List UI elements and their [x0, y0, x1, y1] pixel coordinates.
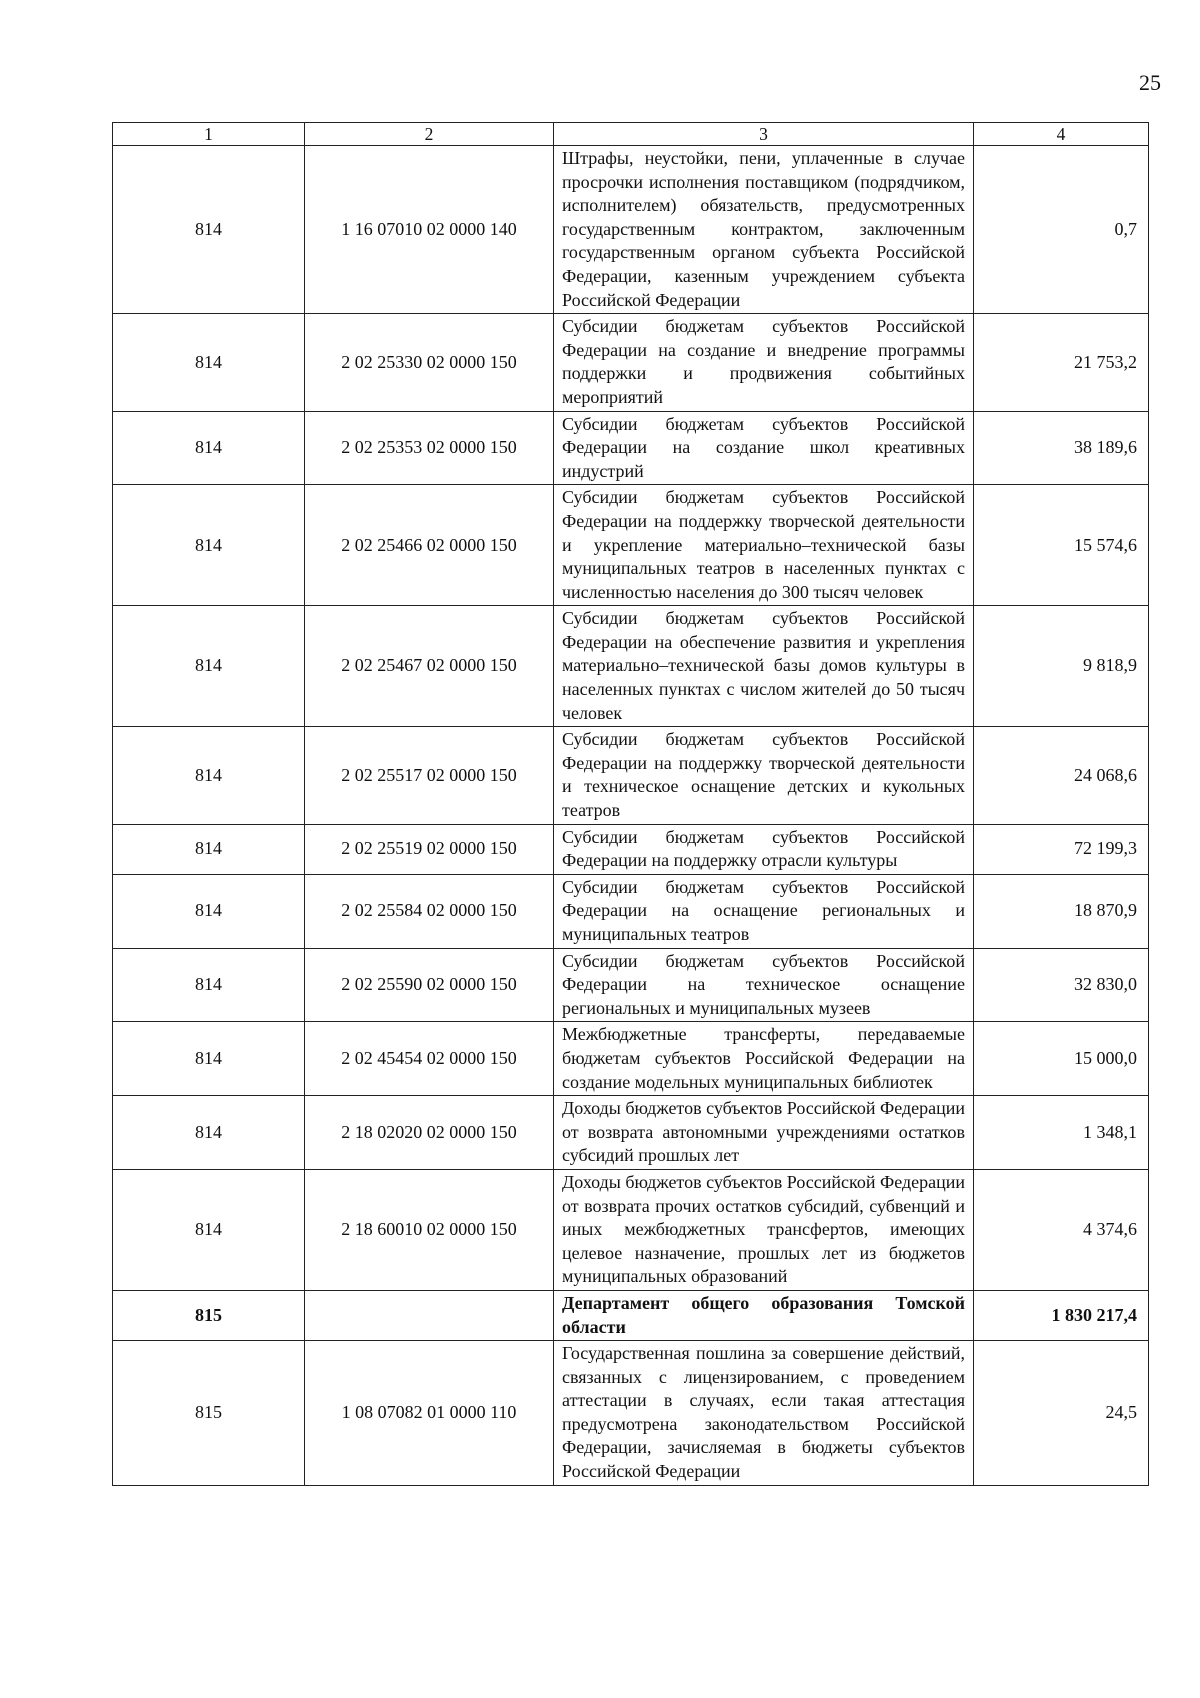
admin-code-cell: 814 [113, 314, 305, 411]
column-header-1: 1 [113, 123, 305, 146]
revenue-name-cell: Субсидии бюджетам субъектов Российской Федерации на оснащение региональных и муниципальных театров [554, 874, 974, 948]
table-row [113, 1096, 1149, 1170]
budget-code-cell: 2 02 45454 02 0000 150 [305, 1022, 554, 1096]
table-row [113, 1022, 1149, 1096]
admin-code-cell: 814 [113, 411, 305, 485]
amount-cell: 38 189,6 [974, 411, 1149, 485]
revenue-name-cell: Доходы бюджетов субъектов Российской Федерации от возврата прочих остатков субсидий, субвенций и иных межбюджетных трансфертов, имеющих целевое назначение, прошлых лет из бюджетов муниципальных образований [554, 1169, 974, 1290]
budget-code-cell: 2 02 25517 02 0000 150 [305, 727, 554, 824]
budget-code-cell: 2 18 02020 02 0000 150 [305, 1096, 554, 1170]
revenue-name-cell: Субсидии бюджетам субъектов Российской Федерации на поддержку творческой деятельности и укрепление материально–технической базы муниципальных театров в населенных пунктах с численностью населения до 300 тысяч человек [554, 485, 974, 606]
column-header-4: 4 [974, 123, 1149, 146]
table-row [113, 411, 1149, 485]
admin-code-cell: 814 [113, 146, 305, 314]
header-row [113, 123, 1149, 146]
amount-cell: 72 199,3 [974, 824, 1149, 874]
revenue-name-cell: Субсидии бюджетам субъектов Российской Федерации на техническое оснащение региональных и муниципальных музеев [554, 948, 974, 1022]
budget-code-cell: 1 08 07082 01 0000 110 [305, 1341, 554, 1486]
table-row [113, 824, 1149, 874]
revenue-name-cell: Доходы бюджетов субъектов Российской Федерации от возврата автономными учреждениями остатков субсидий прошлых лет [554, 1096, 974, 1170]
budget-code-cell: 2 02 25584 02 0000 150 [305, 874, 554, 948]
budget-code-cell: 2 02 25467 02 0000 150 [305, 606, 554, 727]
budget-code-cell: 2 02 25330 02 0000 150 [305, 314, 554, 411]
admin-code-cell: 814 [113, 606, 305, 727]
admin-code-cell: 814 [113, 948, 305, 1022]
admin-code-cell: 815 [113, 1290, 305, 1340]
admin-code-cell: 814 [113, 1022, 305, 1096]
table-row [113, 874, 1149, 948]
amount-cell: 15 000,0 [974, 1022, 1149, 1096]
revenue-name-cell: Субсидии бюджетам субъектов Российской Федерации на поддержку отрасли культуры [554, 824, 974, 874]
table-row [113, 606, 1149, 727]
budget-code-cell: 2 02 25353 02 0000 150 [305, 411, 554, 485]
revenue-name-cell: Департамент общего образования Томской области [554, 1290, 974, 1340]
amount-cell: 9 818,9 [974, 606, 1149, 727]
admin-code-cell: 814 [113, 1169, 305, 1290]
admin-code-cell: 814 [113, 824, 305, 874]
budget-code-cell: 2 02 25519 02 0000 150 [305, 824, 554, 874]
table-row [113, 1169, 1149, 1290]
amount-cell: 21 753,2 [974, 314, 1149, 411]
revenue-name-cell: Государственная пошлина за совершение действий, связанных с лицензированием, с проведением аттестации в случаях, если такая аттестация предусмотрена законодательством Российской Федерации, зачисляемая в бюджеты субъектов Российской Федерации [554, 1341, 974, 1486]
table-row [113, 146, 1149, 314]
revenue-name-cell: Субсидии бюджетам субъектов Российской Федерации на поддержку творческой деятельности и техническое оснащение детских и кукольных театров [554, 727, 974, 824]
amount-cell: 32 830,0 [974, 948, 1149, 1022]
column-header-2: 2 [305, 123, 554, 146]
amount-cell: 1 348,1 [974, 1096, 1149, 1170]
admin-code-cell: 814 [113, 1096, 305, 1170]
revenue-name-cell: Субсидии бюджетам субъектов Российской Федерации на обеспечение развития и укрепления материально–технической базы домов культуры в населенных пунктах с числом жителей до 50 тысяч человек [554, 606, 974, 727]
table-body [113, 146, 1149, 1486]
budget-code-cell: 2 02 25466 02 0000 150 [305, 485, 554, 606]
revenue-table [112, 122, 1149, 1486]
admin-code-cell: 814 [113, 485, 305, 606]
table-row [113, 1341, 1149, 1486]
revenue-name-cell: Субсидии бюджетам субъектов Российской Федерации на создание и внедрение программы поддержки и продвижения событийных мероприятий [554, 314, 974, 411]
admin-code-cell: 814 [113, 874, 305, 948]
revenue-name-cell: Межбюджетные трансферты, передаваемые бюджетам субъектов Российской Федерации на создание модельных муниципальных библиотек [554, 1022, 974, 1096]
revenue-name-cell: Штрафы, неустойки, пени, уплаченные в случае просрочки исполнения поставщиком (подрядчиком, исполнителем) обязательств, предусмотренных государственным контрактом, заключенным государственным органом субъекта Российской Федерации, казенным учреждением субъекта Российской Федерации [554, 146, 974, 314]
budget-code-cell [305, 1290, 554, 1340]
table-row [113, 727, 1149, 824]
column-header-3: 3 [554, 123, 974, 146]
budget-code-cell: 2 02 25590 02 0000 150 [305, 948, 554, 1022]
amount-cell: 0,7 [974, 146, 1149, 314]
table-row [113, 485, 1149, 606]
budget-code-cell: 1 16 07010 02 0000 140 [305, 146, 554, 314]
revenue-name-cell: Субсидии бюджетам субъектов Российской Федерации на создание школ креативных индустрий [554, 411, 974, 485]
amount-cell: 4 374,6 [974, 1169, 1149, 1290]
amount-cell: 24,5 [974, 1341, 1149, 1486]
page-number: 25 [1139, 70, 1161, 95]
amount-cell: 18 870,9 [974, 874, 1149, 948]
amount-cell: 24 068,6 [974, 727, 1149, 824]
table-row [113, 314, 1149, 411]
admin-code-cell: 815 [113, 1341, 305, 1486]
table-row [113, 948, 1149, 1022]
amount-cell: 1 830 217,4 [974, 1290, 1149, 1340]
amount-cell: 15 574,6 [974, 485, 1149, 606]
budget-code-cell: 2 18 60010 02 0000 150 [305, 1169, 554, 1290]
admin-code-cell: 814 [113, 727, 305, 824]
table-row [113, 1290, 1149, 1340]
